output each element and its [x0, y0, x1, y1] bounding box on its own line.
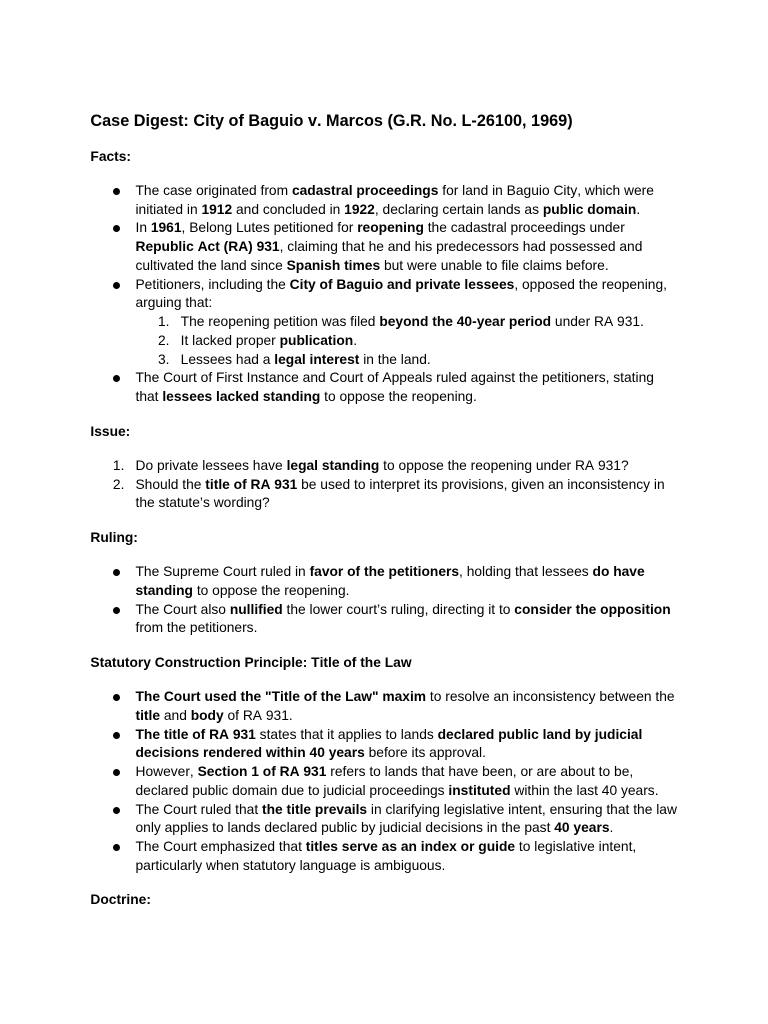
bullet-icon [113, 732, 120, 739]
bold-text-run: legal interest [274, 351, 360, 367]
text-run: the cadastral proceedings under [423, 220, 625, 236]
item-text [135, 182, 679, 220]
item-text [135, 276, 679, 314]
bullet-item [90, 276, 679, 370]
list-number: 1. [157, 314, 170, 330]
text-run: . [636, 201, 641, 217]
text-run: to oppose the reopening. [192, 582, 350, 598]
text-run: The Supreme Court ruled in [135, 564, 310, 580]
bold-text-run: title [135, 707, 161, 723]
text-run: be used to interpret its provisions, given an inconsistency in the statute’s wording? [135, 476, 665, 511]
text-run: The case originated from [135, 182, 292, 198]
text-run: to resolve an inconsistency between the [426, 689, 675, 704]
item-text [181, 313, 679, 332]
item-text [135, 688, 679, 726]
bullet-item [90, 763, 679, 801]
text-run: The Court emphasized that [135, 839, 306, 854]
text-run: within the last 40 years. [510, 782, 659, 798]
ruling-heading: Ruling: [90, 529, 138, 545]
list-number: 3. [157, 351, 170, 367]
list-number: 2. [157, 332, 170, 348]
bold-text-run: consider the opposition [514, 601, 671, 617]
bullet-item [90, 182, 679, 220]
numbered-item [135, 313, 679, 332]
bold-text-run: 1922 [344, 201, 375, 217]
text-run: under RA 931. [551, 314, 644, 330]
text-run: , claiming that he and his predecessors had possessed and cultivated the land since [135, 239, 643, 273]
text-run: , holding that lessees [459, 564, 593, 580]
text-run: to oppose the reopening. [320, 389, 477, 405]
numbered-item [135, 332, 679, 351]
text-run: to legislative intent, particularly when statutory language is ambiguous. [135, 839, 637, 873]
text-run: and concluded in [232, 201, 345, 217]
text-run: states that it applies to lands [255, 726, 438, 742]
bullet-item [90, 801, 679, 839]
bullet-icon [113, 607, 120, 614]
text-run: . [353, 332, 358, 348]
bold-text-run: lessees lacked standing [162, 389, 321, 405]
bold-text-run: reopening [357, 220, 424, 236]
issue-heading: Issue: [90, 423, 131, 439]
text-run: of RA 931. [223, 707, 293, 723]
text-run: . [609, 820, 614, 836]
bold-text-run: do have standing [135, 564, 645, 598]
text-run: from the petitioners. [135, 620, 258, 636]
bullet-icon [113, 225, 120, 232]
bullet-icon [113, 569, 120, 576]
bullet-icon [113, 769, 120, 776]
text-run: , opposed the reopening, arguing that: [135, 276, 667, 311]
item-text [135, 457, 679, 476]
list-number: 2. [112, 476, 125, 492]
bold-text-run: titles serve as an index or guide [305, 839, 516, 854]
item-text [181, 351, 679, 370]
bold-text-run: Republic Act (RA) 931 [135, 239, 280, 255]
text-run: to oppose the reopening under RA 931? [379, 457, 629, 473]
sub-list [135, 313, 679, 369]
bold-text-run: instituted [448, 782, 511, 798]
facts-list [90, 182, 679, 407]
text-run: Should the [135, 476, 206, 492]
bullet-icon [113, 694, 120, 701]
bullet-icon [113, 844, 120, 851]
bullet-item [90, 369, 679, 407]
item-text [181, 332, 679, 351]
principle-heading: Statutory Construction Principle: Title of the Law [90, 654, 412, 670]
text-run: but were unable to file claims before. [380, 257, 609, 273]
text-run: the lower court’s ruling, directing it to [282, 601, 515, 617]
text-run: Petitioners, including the [135, 276, 290, 292]
item-text [135, 601, 679, 639]
text-run: and [160, 707, 191, 723]
bold-text-run: body [190, 707, 224, 723]
item-text [135, 369, 679, 407]
numbered-item [135, 351, 679, 370]
text-run: in the land. [359, 351, 431, 367]
bullet-icon [113, 375, 120, 382]
facts-heading: Facts: [90, 148, 132, 164]
bullet-icon [113, 188, 120, 195]
bold-text-run: declared public land by judicial decisions rendered within 40 years [135, 726, 643, 761]
text-run: In [135, 220, 151, 236]
text-run: Do private lessees have [135, 457, 287, 473]
principle-list [90, 688, 679, 876]
text-run: However, [135, 764, 198, 779]
item-text [135, 726, 679, 764]
item-text [135, 219, 679, 275]
bold-text-run: Section 1 of RA 931 [197, 764, 327, 779]
bold-text-run: title of RA 931 [205, 476, 298, 492]
text-run: The Court also [135, 601, 230, 617]
numbered-item [90, 476, 679, 514]
item-text [135, 801, 679, 839]
bold-text-run: The Court used the "Title of the Law" maxim [135, 689, 427, 704]
text-run: , Belong Lutes petitioned for [181, 220, 358, 236]
bold-text-run: City of Baguio and private lessees [289, 276, 515, 292]
bold-text-run: 1961 [150, 220, 182, 236]
bold-text-run: public domain [542, 201, 637, 217]
bold-text-run: nullified [229, 601, 283, 617]
bullet-icon [113, 807, 120, 814]
bold-text-run: legal standing [286, 457, 380, 473]
ruling-list [90, 563, 679, 638]
issue-list [90, 457, 679, 513]
bullet-item [90, 219, 679, 275]
item-text [135, 563, 679, 601]
bullet-item [90, 563, 679, 601]
item-text [135, 838, 679, 876]
text-run: It lacked proper [180, 332, 280, 348]
bold-text-run: publication [279, 332, 354, 348]
bullet-item [90, 726, 679, 764]
bold-text-run: the title prevails [262, 801, 368, 817]
item-text [135, 476, 679, 514]
doctrine-heading: Doctrine: [90, 892, 151, 908]
text-run: The Court of First Instance and Court of Appeals ruled against the petitioners, stating that [135, 370, 654, 405]
bold-text-run: 40 years [554, 820, 610, 836]
bullet-item [90, 601, 679, 639]
bold-text-run: favor of the petitioners [309, 564, 460, 580]
text-run: The Court ruled that [135, 801, 263, 817]
text-run: The reopening petition was filed [180, 314, 380, 330]
page-title: Case Digest: City of Baguio v. Marcos (G.R. No. L-26100, 1969) [90, 112, 573, 130]
bold-text-run: cadastral proceedings [291, 182, 439, 198]
text-run: before its approval. [364, 745, 486, 761]
text-run: refers to lands that have been, or are about to be, declared public domain due to judicial proceedings [135, 764, 634, 798]
bold-text-run: 1912 [201, 201, 233, 217]
text-run: Lessees had a [180, 351, 275, 367]
text-run: in clarifying legislative intent, ensuring that the law only applies to lands declared public by judicial decisions in the past [135, 801, 677, 836]
text-run: , declaring certain lands as [374, 201, 543, 217]
numbered-item [90, 457, 679, 476]
list-number: 1. [112, 457, 125, 473]
bullet-item [90, 688, 679, 726]
bullet-item [90, 838, 679, 876]
bold-text-run: The title of RA 931 [135, 726, 256, 742]
text-run: for land in Baguio City, which were initiated in [135, 182, 654, 217]
bullet-icon [113, 282, 120, 289]
bold-text-run: beyond the 40-year period [379, 314, 552, 330]
bold-text-run: Spanish times [286, 257, 381, 273]
item-text [135, 763, 679, 801]
